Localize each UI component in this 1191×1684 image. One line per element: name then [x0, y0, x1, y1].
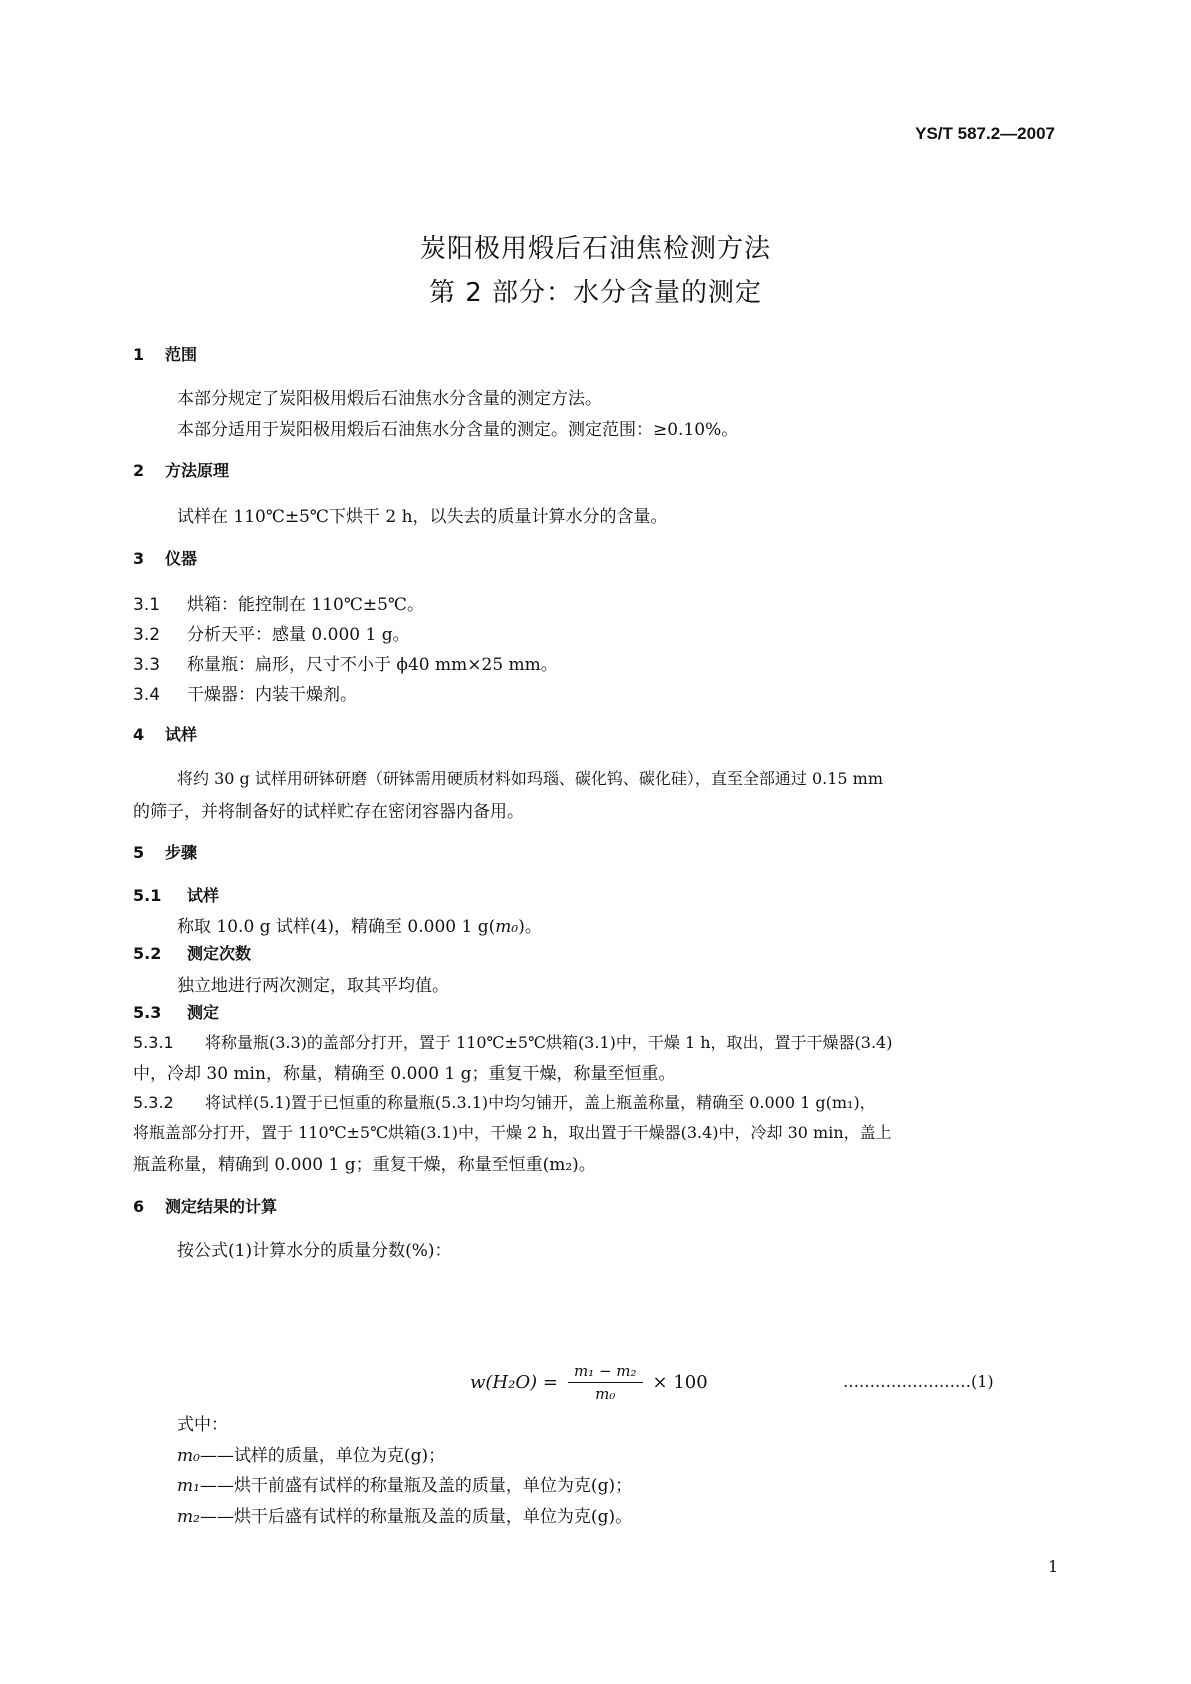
page-number: 1	[1048, 1557, 1059, 1576]
clause-number: 5.3	[133, 1003, 162, 1022]
formula-fraction	[568, 1362, 643, 1403]
formula-rhs: × 100	[652, 1372, 708, 1393]
paragraph: 本部分适用于炭阳极用煅后石油焦水分含量的测定。测定范围：≥0.10%。	[177, 420, 739, 440]
paragraph: 瓶盖称量，精确到 0.000 1 g；重复干燥，称量至恒重(m₂)。	[133, 1155, 596, 1175]
section-4-heading	[133, 722, 197, 745]
standard-code: YS/T 587.2—2007	[915, 124, 1055, 143]
paragraph: 将瓶盖部分打开，置于 110℃±5℃烘箱(3.1)中，干燥 2 h，取出置于干燥器(3.4)中，冷却 30 min，盖上	[133, 1123, 892, 1142]
clause-number: 3.4	[133, 685, 161, 705]
definition	[177, 1471, 632, 1496]
section-3-heading	[133, 546, 197, 569]
clause-number: 3.3	[133, 655, 161, 675]
paragraph: 试样在 110℃±5℃下烘干 2 h，以失去的质量计算水分的含量。	[177, 507, 668, 527]
document-subtitle: 第 2 部分：水分含量的测定	[428, 278, 763, 308]
definition-text: ——烘干后盛有试样的称量瓶及盖的质量，单位为克(g)。	[199, 1507, 633, 1527]
text-run: 将称量瓶(3.3)的盖部分打开，置于 110℃±5℃烘箱(3.1)中，干燥 1 h，取出，置于干燥器(3.4)	[205, 1033, 893, 1052]
clause-number: 5.3.1	[133, 1033, 174, 1052]
paragraph: 中，冷却 30 min，称量，精确至 0.000 1 g；重复干燥，称量至恒重。	[133, 1064, 676, 1084]
paragraph: 将约 30 g 试样用研钵研磨（研钵需用硬质材料如玛瑙、碳化钨、碳化硅），直至全部通过 0.15 mm	[177, 769, 884, 788]
section-title: 范围	[165, 345, 198, 364]
text-run: 称取 10.0 g 试样(4)，精确至 0.000 1 g(	[177, 917, 496, 937]
definition-text: ——试样的质量，单位为克(g)；	[199, 1446, 446, 1466]
section-title: 方法原理	[165, 461, 230, 480]
symbol: m₀	[177, 1446, 200, 1466]
section-title: 步骤	[165, 843, 198, 862]
paragraph: 独立地进行两次测定，取其平均值。	[177, 976, 449, 996]
definition	[177, 1502, 632, 1527]
subsection-5-1-heading	[133, 883, 219, 906]
clause-title: 试样	[187, 886, 220, 905]
section-number: 4	[133, 725, 145, 744]
text-run: )。	[518, 917, 542, 937]
symbol: m₀	[495, 917, 519, 937]
clause-title: 测定	[187, 1003, 220, 1022]
clause-number: 5.1	[133, 886, 162, 905]
clause-text: 分析天平：感量 0.000 1 g。	[187, 625, 410, 645]
where-label: 式中：	[177, 1415, 228, 1435]
section-number: 6	[133, 1197, 145, 1216]
clause-title: 测定次数	[187, 944, 252, 963]
formula-denominator: m₀	[595, 1385, 616, 1403]
formula-numerator: m₁ − m₂	[568, 1362, 643, 1383]
formula-label: ……………………(1)	[843, 1372, 994, 1391]
clause-number: 3.1	[133, 595, 161, 615]
document-title: 炭阳极用煅后石油焦检测方法	[419, 234, 771, 264]
clause-number: 5.3.2	[133, 1093, 174, 1112]
section-title: 测定结果的计算	[165, 1197, 278, 1216]
list-item	[133, 590, 424, 615]
list-item	[133, 650, 558, 675]
paragraph	[177, 912, 542, 937]
section-6-heading	[133, 1194, 277, 1217]
section-number: 3	[133, 549, 145, 568]
text-run: 将试样(5.1)置于已恒重的称量瓶(5.3.1)中均匀铺开，盖上瓶盖称量，精确至 0.000 1 g(m₁)，	[205, 1093, 876, 1112]
clause-text: 烘箱：能控制在 110℃±5℃。	[187, 595, 424, 615]
clause-number: 3.2	[133, 625, 161, 645]
symbol: m₂	[177, 1507, 200, 1527]
clause-text: 称量瓶：扁形，尺寸不小于 ϕ40 mm×25 mm。	[187, 655, 558, 675]
definition-text: ——烘干前盛有试样的称量瓶及盖的质量，单位为克(g)；	[199, 1476, 633, 1496]
formula-1	[470, 1362, 708, 1403]
paragraph	[133, 1090, 876, 1113]
clause-number: 5.2	[133, 944, 162, 963]
subsection-5-3-heading	[133, 1000, 219, 1023]
paragraph: 的筛子，并将制备好的试样贮存在密闭容器内备用。	[133, 802, 524, 822]
list-item	[133, 680, 357, 705]
section-5-heading	[133, 840, 197, 863]
paragraph: 按公式(1)计算水分的质量分数(%)：	[177, 1241, 452, 1261]
section-number: 2	[133, 461, 145, 480]
section-1-heading	[133, 342, 197, 365]
paragraph: 本部分规定了炭阳极用煅后石油焦水分含量的测定方法。	[177, 389, 602, 409]
definition	[177, 1441, 445, 1466]
clause-text: 干燥器：内装干燥剂。	[187, 685, 357, 705]
section-title: 仪器	[165, 549, 198, 568]
section-2-heading	[133, 458, 229, 481]
paragraph	[133, 1030, 892, 1053]
formula-lhs: w(H₂O) =	[470, 1372, 558, 1393]
section-number: 1	[133, 345, 145, 364]
subsection-5-2-heading	[133, 941, 251, 964]
section-title: 试样	[165, 725, 198, 744]
list-item	[133, 620, 410, 645]
symbol: m₁	[177, 1476, 200, 1496]
section-number: 5	[133, 843, 145, 862]
